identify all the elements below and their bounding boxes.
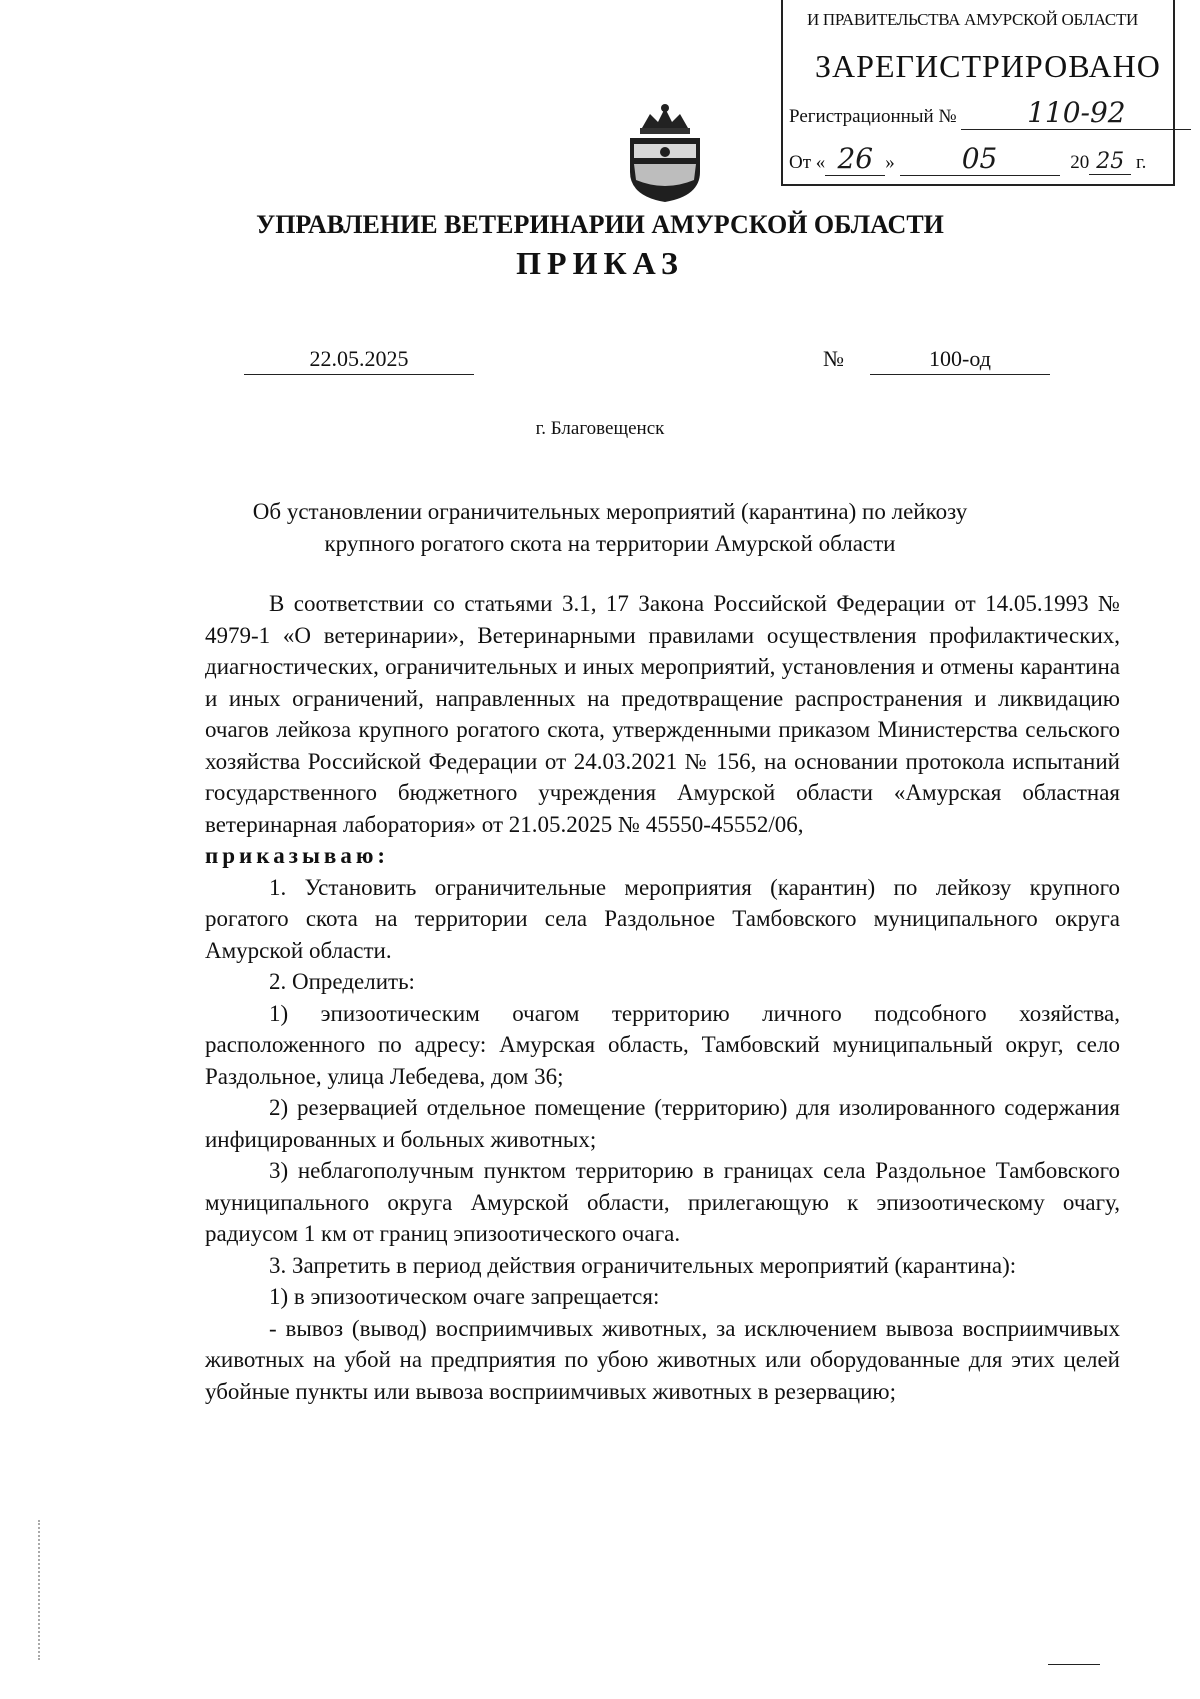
preamble-paragraph: В соответствии со статьями 3.1, 17 Закона Российской Федерации от 14.05.1993 № 4979-1 «О ветеринарии», Ветеринарными правилами осуществления профилактических, диагностических, ограничительных и иных мероприятий, установления и отмены карантина и иных ограничений, направленных на предотвращение распространения и ликвидацию очагов лейкоза крупного рогатого скота, утвержденными приказом Министерства сельского хозяйства Российской Федерации от 24.03.2021 № 156, на основании протокола испытаний государственного бюджетного учреждения Амурской области «Амурская областная ветеринарная лаборатория» от 21.05.2025 № 45550-45552/06, <box>205 591 1120 837</box>
stamp-reg-number-field <box>961 96 1191 130</box>
stamp-date-month-field <box>900 142 1060 176</box>
subject-line-2: крупного рогатого скота на территории Амурской области <box>324 531 896 556</box>
document-type-title: ПРИКАЗ <box>516 245 684 281</box>
stamp-date-year-prefix: 20 <box>1070 152 1090 173</box>
stamp-reg-number-value: 110-92 <box>1027 96 1126 129</box>
stamp-date-year-field <box>1089 149 1131 175</box>
stamp-date-day: 26 <box>837 142 874 175</box>
stamp-date-row <box>789 142 1146 176</box>
subject-line-1: Об установлении ограничительных мероприятий (карантина) по лейкозу <box>252 499 968 524</box>
stamp-reg-number-row <box>789 96 1191 130</box>
paragraph-2: 2. Определить: <box>269 969 415 994</box>
city-line: г. Благовещенск <box>535 418 665 439</box>
stamp-date-month: 05 <box>961 142 998 175</box>
amur-oblast-coat-of-arms-icon <box>622 100 708 204</box>
order-number: 100-од <box>870 346 1050 375</box>
order-body <box>205 588 1120 1407</box>
stamp-date-prefix: От « <box>789 152 826 173</box>
paragraph-1: 1. Установить ограничительные мероприятия (карантин) по лейкозу крупного рогатого скота на территории села Раздольное Тамбовского муниципального округа Амурской области. <box>205 874 1120 963</box>
paragraph-2-2: 2) резервацией отдельное помещение (территорию) для изолированного содержания инфицированных и больных животных; <box>205 1095 1120 1152</box>
stamp-date-suffix: г. <box>1136 152 1147 173</box>
stamp-reg-number-label: Регистрационный № <box>789 106 957 127</box>
stamp-date-year-hw: 25 <box>1096 149 1125 174</box>
order-word: приказываю: <box>205 843 390 868</box>
paragraph-2-1: 1) эпизоотическим очагом территорию личного подсобного хозяйства, расположенного по адресу: Амурская область, Тамбовский муниципальный округ, село Раздольное, улица Лебедева, дом 36; <box>205 1000 1120 1089</box>
order-number-label: № <box>823 346 844 371</box>
paragraph-2-3: 3) неблагополучным пунктом территорию в границах села Раздольное Тамбовского муниципального округа Амурской области, прилегающую к эпизоотическому очагу, радиусом 1 км от границ эпизоотического очага. <box>205 1158 1120 1246</box>
registration-stamp <box>781 0 1175 186</box>
paragraph-3: 3. Запретить в период действия ограничительных мероприятий (карантина): <box>269 1252 1017 1278</box>
paragraph-3-1-a: - вывоз (вывод) восприимчивых животных, за исключением вывоза восприимчивых животных на убой на предприятия по убою животных или оборудованные для этих целей убойные пункты или вывоза восприимчивых животных в резервацию; <box>205 1315 1120 1404</box>
stamp-registered-title: ЗАРЕГИСТРИРОВАНО <box>815 48 1161 84</box>
scan-margin-artifact <box>38 1520 42 1660</box>
order-date: 22.05.2025 <box>244 346 474 375</box>
order-subject <box>150 496 1070 560</box>
stamp-org-line: И ПРАВИТЕЛЬСТВА АМУРСКОЙ ОБЛАСТИ <box>807 10 1139 29</box>
organization-title: УПРАВЛЕНИЕ ВЕТЕРИНАРИИ АМУРСКОЙ ОБЛАСТИ <box>256 210 944 239</box>
stamp-date-quote: » <box>885 152 895 173</box>
paragraph-3-1: 1) в эпизоотическом очаге запрещается: <box>269 1284 660 1309</box>
page-bottom-rule <box>1048 1664 1100 1665</box>
stamp-date-day-field <box>825 142 885 176</box>
